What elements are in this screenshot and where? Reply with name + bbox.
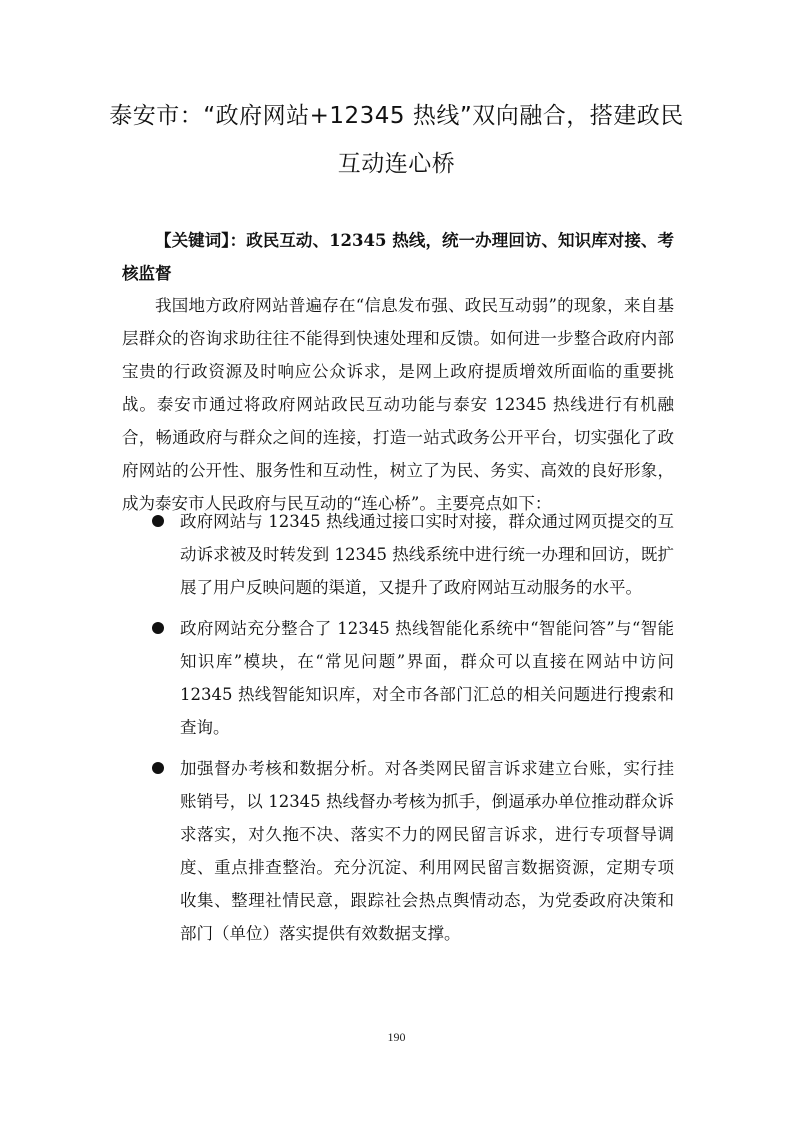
- list-item: [122, 505, 674, 604]
- list-item: [122, 752, 674, 950]
- bullet-dot-icon: [152, 622, 164, 634]
- bullet-dot-icon: [152, 762, 164, 774]
- page-title: 泰安市：“政府网站+12345 热线”双向融合，搭建政民互动连心桥: [109, 103, 684, 177]
- list-item-text: 政府网站充分整合了 12345 热线智能化系统中“智能问答”与“智能知识库”模块，在“常见问题”界面，群众可以直接在网站中访问 12345 热线智能知识库，对全市各部门汇总的相关问题进行搜索和查询。: [180, 619, 674, 737]
- highlights-list: [122, 505, 674, 958]
- page-number: 190: [387, 1030, 406, 1044]
- list-item: [122, 612, 674, 744]
- list-item-text: 加强督办考核和数据分析。对各类网民留言诉求建立台账，实行挂账销号，以 12345 热线督办考核为抓手，倒逼承办单位推动群众诉求落实，对久拖不决、落实不力的网民留言诉求，进行专项督导调度、重点排查整治。充分沉淀、利用网民留言数据资源，定期专项收集、整理社情民意，跟踪社会热点舆情动态，为党委政府决策和部门（单位）落实提供有效数据支撑。: [180, 759, 674, 943]
- bullet-dot-icon: [152, 515, 164, 527]
- intro-paragraph: 我国地方政府网站普遍存在“信息发布强、政民互动弱”的现象，来自基层群众的咨询求助往往不能得到快速处理和反馈。如何进一步整合政府内部宝贵的行政资源及时响应公众诉求，是网上政府提质增效所面临的重要挑战。泰安市通过将政府网站政民互动功能与泰安 12345 热线进行有机融合，畅通政府与群众之间的连接，打造一站式政务公开平台，切实强化了政府网站的公开性、服务性和互动性，树立了为民、务实、高效的良好形象，成为泰安市人民政府与民互动的“连心桥”。主要亮点如下：: [122, 296, 674, 513]
- keywords-paragraph: 【关键词】：政民互动、12345 热线，统一办理回访、知识库对接、考核监督: [122, 231, 674, 283]
- list-item-text: 政府网站与 12345 热线通过接口实时对接，群众通过网页提交的互动诉求被及时转发到 12345 热线系统中进行统一办理和回访，既扩展了用户反映问题的渠道，又提升了政府网站互动服务的水平。: [180, 512, 674, 597]
